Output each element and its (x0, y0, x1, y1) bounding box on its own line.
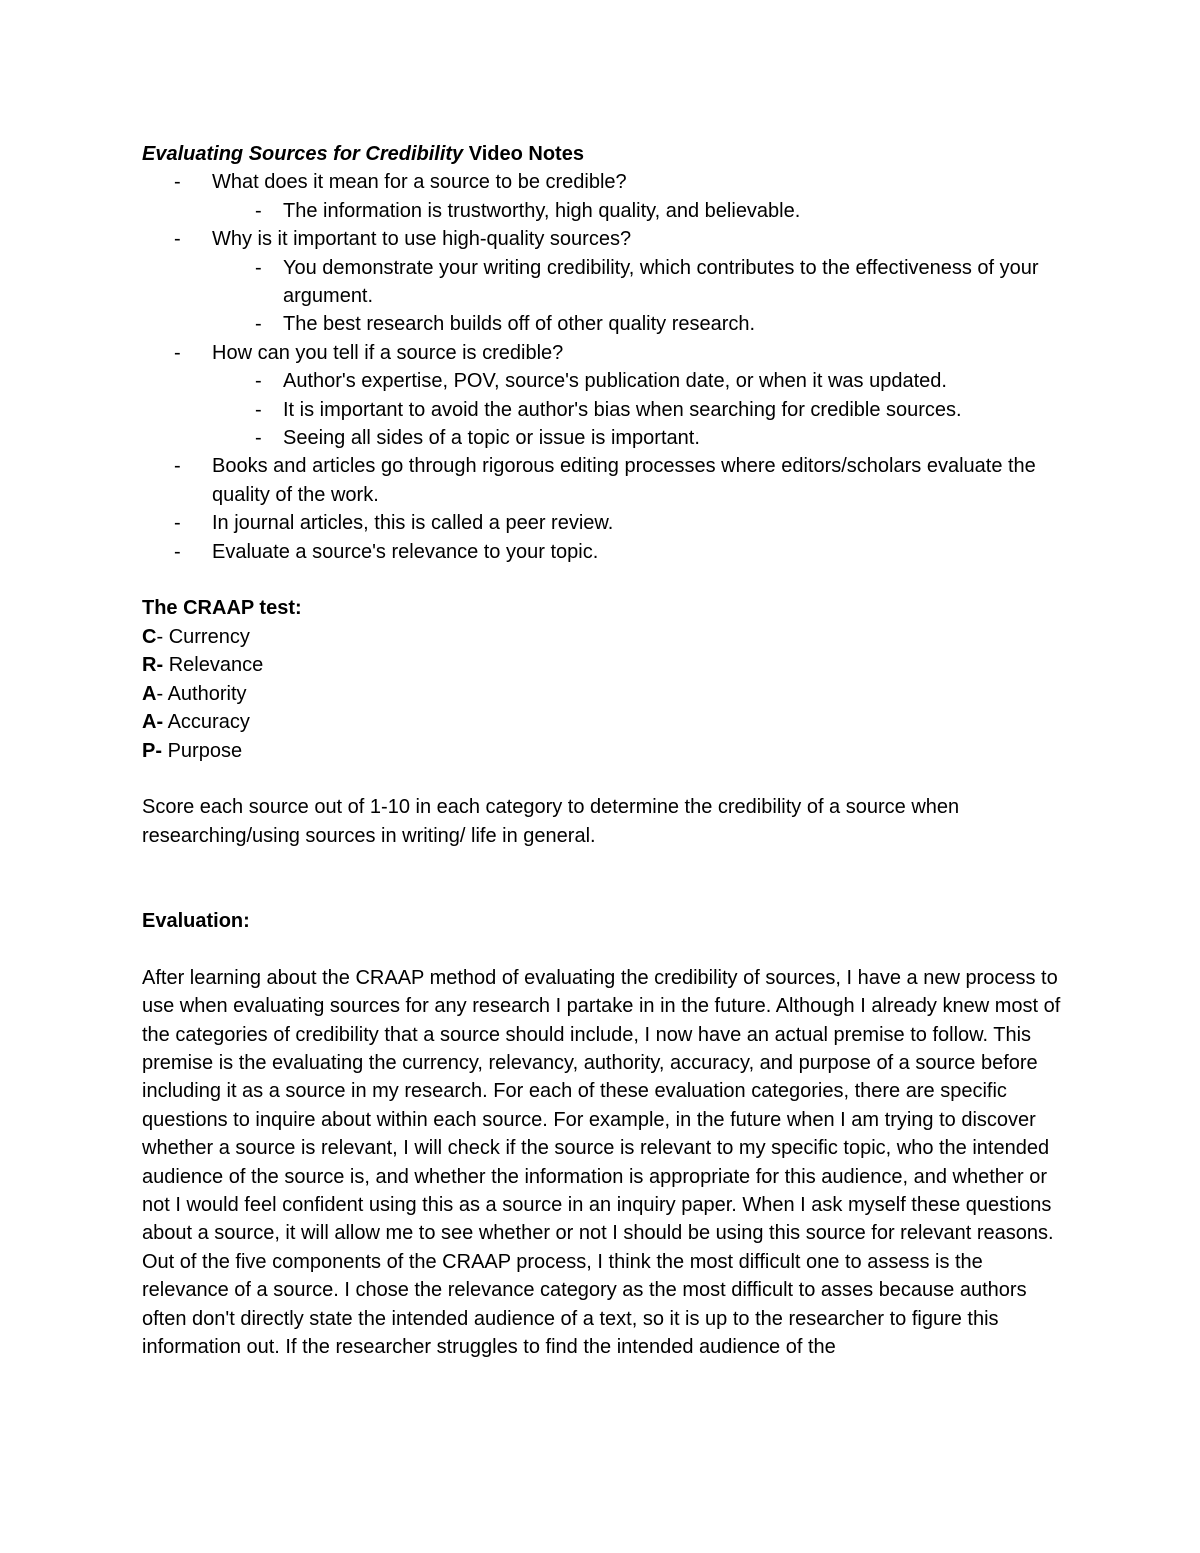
note-text: Evaluate a source's relevance to your topic. (212, 540, 599, 563)
note-subitem (142, 254, 1062, 311)
note-text: In journal articles, this is called a peer review. (212, 512, 614, 535)
bullet-dash: - (174, 512, 181, 535)
note-text: Author's expertise, POV, source's publication date, or when it was updated. (283, 370, 947, 393)
craap-row-relevance (142, 651, 1062, 679)
craap-word: Authority (167, 682, 247, 705)
spacer (142, 935, 1062, 963)
bullet-dash: - (174, 455, 181, 478)
craap-word: Accuracy (167, 711, 250, 734)
craap-letter: P (142, 739, 156, 762)
craap-letter: A (142, 711, 157, 734)
note-text: The information is trustworthy, high quality, and believable. (283, 199, 801, 222)
craap-list (142, 623, 1062, 765)
bullet-dash: - (255, 199, 262, 222)
note-item (142, 509, 1062, 537)
note-item (142, 339, 1062, 367)
note-text: The best research builds off of other quality research. (283, 313, 756, 336)
craap-row-currency (142, 623, 1062, 651)
score-paragraph: Score each source out of 1-10 in each category to determine the credibility of a source when researching/using sources in writing/ life in general. (142, 796, 960, 847)
note-text: Why is it important to use high-quality sources? (212, 228, 632, 251)
notes-list (142, 168, 1062, 566)
bullet-dash: - (255, 398, 262, 421)
bullet-dash: - (255, 427, 262, 450)
evaluation-heading: Evaluation: (142, 909, 250, 932)
note-text: What does it mean for a source to be credible? (212, 171, 627, 194)
spacer (142, 850, 1062, 907)
bullet-dash: - (255, 256, 262, 279)
craap-dash: - (156, 682, 164, 705)
bullet-dash: - (174, 341, 181, 364)
document-content (142, 140, 1062, 1361)
spacer (142, 765, 1062, 793)
craap-letter: C (142, 625, 157, 648)
title-italic: Evaluating Sources for Credibility (142, 143, 464, 165)
craap-letter: A (142, 682, 157, 705)
note-item (142, 168, 1062, 196)
craap-row-authority (142, 680, 1062, 708)
note-subitem (142, 424, 1062, 452)
bullet-dash: - (174, 540, 181, 563)
bullet-dash: - (255, 313, 262, 336)
craap-dash: - (155, 739, 163, 762)
craap-letter: R (142, 654, 157, 677)
craap-heading: The CRAAP test: (142, 597, 302, 620)
craap-dash: - (156, 625, 164, 648)
spacer (142, 566, 1062, 594)
craap-row-purpose (142, 737, 1062, 765)
note-subitem (142, 197, 1062, 225)
note-text: It is important to avoid the author's bias when searching for credible sources. (283, 398, 962, 421)
note-text: Books and articles go through rigorous editing processes where editors/scholars evaluate the quality of the work. (212, 455, 1036, 506)
bullet-dash: - (174, 171, 181, 194)
craap-word: Relevance (168, 654, 264, 677)
note-subitem (142, 310, 1062, 338)
craap-row-accuracy (142, 708, 1062, 736)
note-item (142, 538, 1062, 566)
note-text: How can you tell if a source is credible? (212, 341, 564, 364)
note-text: You demonstrate your writing credibility, which contributes to the effectiveness of your argument. (283, 256, 1039, 308)
craap-word: Currency (168, 625, 250, 648)
craap-word: Purpose (167, 739, 243, 762)
bullet-dash: - (255, 370, 262, 393)
note-item (142, 225, 1062, 253)
bullet-dash: - (174, 228, 181, 251)
title-rest: Video Notes (463, 143, 584, 165)
note-subitem (142, 396, 1062, 424)
document-title (142, 140, 1062, 168)
craap-dash: - (156, 711, 164, 734)
note-item (142, 452, 1062, 509)
note-text: Seeing all sides of a topic or issue is important. (283, 427, 700, 450)
note-subitem (142, 367, 1062, 395)
craap-dash: - (156, 654, 164, 677)
evaluation-paragraph: After learning about the CRAAP method of evaluating the credibility of sources, I have a new process to use when evaluating sources for any research I partake in in the future. Although I already knew most of the categories of credibility that a source should include, I now have an actual premise to follow. This premise is the evaluating the currency, relevancy, authority, accuracy, and purpose of a source before including it as a source in my research. For each of these evaluation categories, there are specific questions to inquire about within each source. For example, in the future when I am trying to discover whether a source is relevant, I will check if the source is relevant to my specific topic, who the intended audience of the source is, and whether the information is appropriate for this audience, and whether or not I would feel confident using this as a source in an inquiry paper. When I ask myself these questions about a source, it will allow me to see whether or not I should be using this source for relevant reasons. Out of the five components of the CRAAP process, I think the most difficult one to assess is the relevance of a source. I chose the relevance category as the most difficult to asses because authors often don't directly state the intended audience of a text, so it is up to the researcher to figure this information out. If the researcher struggles to find the intended audience of the (142, 966, 1061, 1358)
